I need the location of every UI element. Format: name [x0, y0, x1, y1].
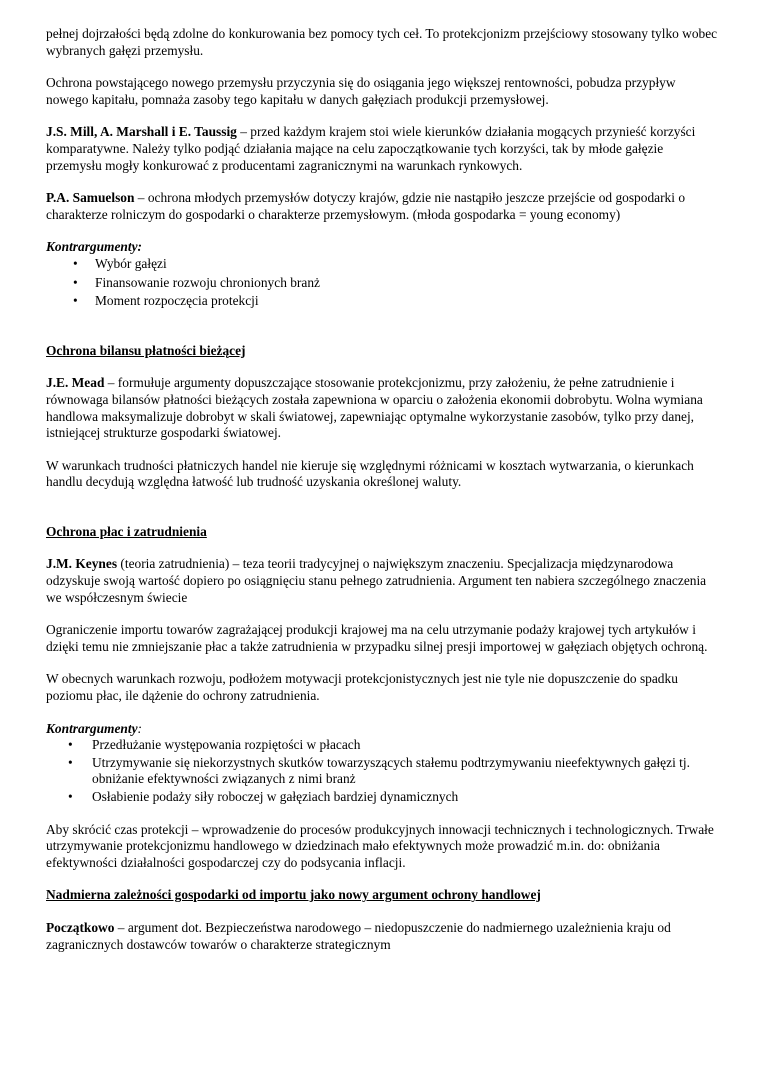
lead-word: Początkowo [46, 919, 115, 935]
bullet-icon: • [73, 274, 78, 290]
list-item-text: Finansowanie rozwoju chronionych branż [95, 274, 320, 290]
bullet-icon: • [68, 754, 73, 770]
paragraph-mead [46, 375, 720, 441]
paragraph-text: (teoria zatrudnienia) – teza teorii tradycyjnej o największym znaczeniu. Specjalizacja międzynarodowa odzyskuje swoją wartość dopiero po osiągnięciu stanu pełnego zatrudnienia. Argument ten nabiera szczególnego znaczenia we współczesnym świecie [46, 556, 707, 605]
list-item-text: Osłabienie podaży siły roboczej w gałęziach bardziej dynamicznych [92, 789, 459, 804]
author-name: J.M. Keynes [46, 556, 118, 572]
author-names: J.S. Mill, A. Marshall i E. Taussig [46, 124, 237, 140]
paragraph-text: – formułuje argumenty dopuszczające stosowanie protekcjonizmu, przy założeniu, że pełne zatrudnienie i równowaga bilansów płatności bieżących została zapewniona w oparciu o założenia ekonomii dobrobytu. Wolna wymiana handlowa maksymalizuje dobrobyt w skali światowej, zapewniając optymalne wykorzystanie zasobów, tylko przy danej, istniejącej strukturze gospodarki światowej. [46, 375, 703, 441]
list-item [46, 256, 720, 273]
section-heading-import-dependence: Nadmierna zależności gospodarki od importu jako nowy argument ochrony handlowej [46, 887, 541, 903]
paragraph-payment-difficulties: W warunkach trudności płatniczych handel nie kieruje się względnymi różnicami w kosztach wytwarzania, o kierunkach handlu decydują względna łatwość lub trudność uzyskania określonej waluty. [46, 457, 694, 490]
list-item [46, 755, 720, 788]
list-item-text: Utrzymywanie się niekorzystnych skutków towarzyszących stałemu podtrzymywaniu nieefektywnych gałęzi tj. obniżanie efektywności związanych z nimi branż [92, 754, 690, 787]
paragraph-new-industry-protection: Ochrona powstającego nowego przemysłu przyczynia się do osiągania jego większej rentowności, pobudza przypływ nowego kapitału, pomnaża zasoby tego kapitału w danych gałęziach produkcji przemysłowej. [46, 75, 676, 107]
author-name: J.E. Mead [46, 375, 105, 391]
paragraph-current-conditions: W obecnych warunkach rozwoju, podłożem motywacji protekcjonistycznych jest nie tyle nie dopuszczenie do spadku poziomu płac, ile dążenie do ochrony zatrudnienia. [46, 671, 678, 704]
counterarguments-label [46, 721, 720, 738]
list-item [46, 293, 720, 310]
list-item-text: Moment rozpoczęcia protekcji [95, 293, 259, 309]
paragraph-initially [46, 920, 720, 953]
paragraph-intro-continuation: pełnej dojrzałości będą zdolne do konkurowania bez pomocy tych ceł. To protekcjonizm przejściowy stosowany tylko wobec wybranych gałęzi przemysłu. [46, 26, 718, 58]
section-heading-balance: Ochrona bilansu płatności bieżącej [46, 342, 246, 358]
bullet-icon: • [73, 255, 78, 271]
bullet-icon: • [73, 293, 78, 309]
list-item [46, 275, 720, 292]
list-item-text: Wybór gałęzi [95, 255, 167, 271]
counterarguments-label: Kontrargumenty: [46, 239, 142, 255]
paragraph-import-limitation: Ograniczenie importu towarów zagrażającej produkcji krajowej ma na celu utrzymanie podaży krajowej tych artykułów i dzięki temu nie zmniejszanie płac a także zatrudnienia w przypadku silnej presji importowej w gałęziach objętych ochroną. [46, 622, 708, 654]
list-item [46, 789, 720, 806]
paragraph-text: – argument dot. Bezpieczeństwa narodowego – niedopuszczenie do nadmiernego uzależnienia kraju od zagranicznych dostawców towarów o charakterze strategicznym [46, 919, 671, 952]
list-item [46, 737, 720, 754]
author-name: P.A. Samuelson [46, 190, 135, 206]
paragraph-text: – przed każdym krajem stoi wiele kierunków działania mogących przynieść korzyści komparatywne. Należy tylko podjąć działania mające na celu zapoczątkowanie tych korzyści, tak by młode gałęzie przemysłu mogły konkurować z producentami zagranicznymi na warunkach rynkowych. [46, 124, 696, 173]
paragraph-mill-marshall-taussig [46, 124, 720, 174]
document-page [46, 26, 720, 969]
paragraph-shorten-protection: Aby skrócić czas protekcji – wprowadzenie do procesów produkcyjnych innowacji technicznych i technologicznych. Trwałe utrzymywanie protekcjonizmu handlowego w dziedzinach mało efektywnych może prowadzić m.in. do: obniżania efektywności działalności gospodarczej czy do podsycania inflacji. [46, 821, 714, 870]
counterarguments-list [46, 256, 720, 310]
paragraph-text: – ochrona młodych przemysłów dotyczy krajów, gdzie nie nastąpiło jeszcze przejście od gospodarki o charakterze rolniczym do gospodarki o charakterze przemysłowym. (młoda gospodarka = young economy) [46, 190, 686, 222]
section-heading-wages: Ochrona płac i zatrudnienia [46, 523, 207, 539]
paragraph-samuelson [46, 190, 720, 223]
bullet-icon: • [68, 789, 73, 804]
counterarguments-list [46, 737, 720, 805]
list-item-text: Przedłużanie występowania rozpiętości w płacach [92, 737, 361, 753]
paragraph-keynes [46, 556, 720, 606]
label-text: Kontrargumenty [46, 720, 138, 736]
label-colon: : [137, 720, 142, 736]
bullet-icon: • [68, 737, 73, 753]
